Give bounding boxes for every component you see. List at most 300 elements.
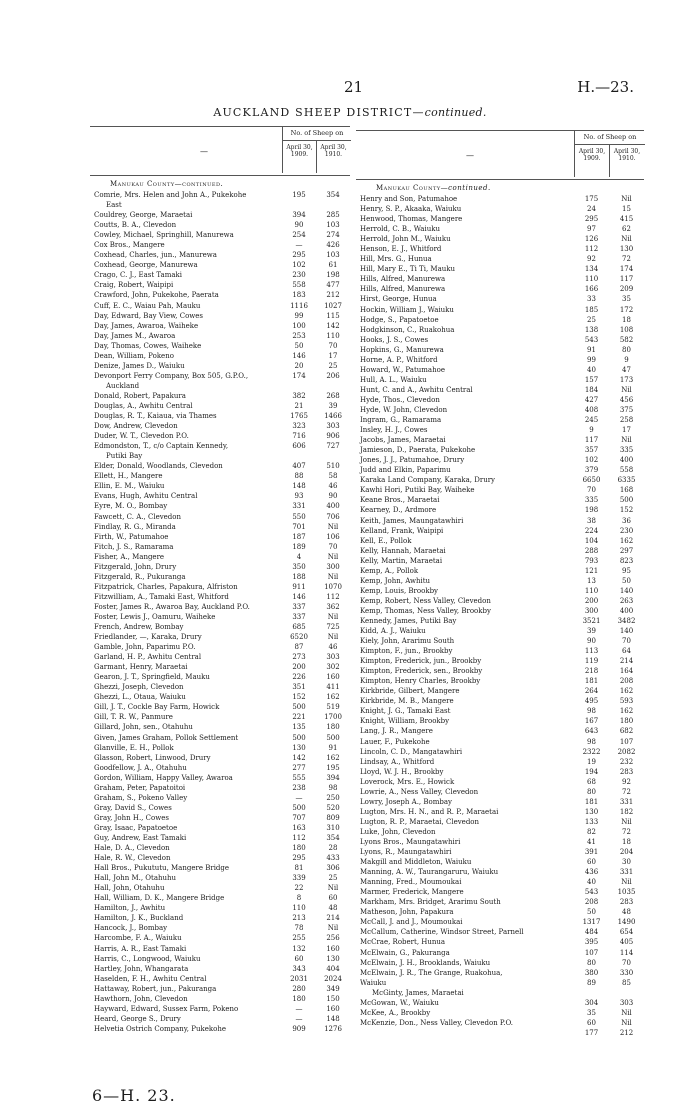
- sheep-1909: 500: [292, 703, 306, 712]
- table-row: [90, 853, 350, 863]
- owner-name: Henwood, Thomas, Mangere: [360, 215, 463, 224]
- sheep-1910: 1466: [324, 412, 342, 421]
- sheep-1909: 3521: [582, 616, 601, 625]
- right-table-header: [356, 130, 644, 180]
- table-row: [356, 495, 644, 505]
- sheep-1910: 182: [619, 807, 634, 816]
- table-row: [356, 325, 644, 335]
- table-row: [90, 311, 350, 321]
- table-row: [90, 501, 350, 511]
- owner-name: Hattaway, Robert, jun., Pakuranga: [94, 984, 217, 993]
- sheep-1910: 60: [328, 894, 338, 903]
- table-row: [356, 978, 644, 988]
- sheep-1910: 130: [326, 954, 340, 963]
- sheep-1909: 50: [294, 341, 304, 350]
- header-1909: April 30, 1909.: [282, 141, 316, 173]
- sheep-count-header: No. of Sheep on: [282, 127, 351, 141]
- owner-name: Insley, H. J., Cowes: [360, 426, 428, 435]
- owner-name: Day, James M., Awaroa: [94, 331, 176, 340]
- table-row: [90, 270, 350, 280]
- owner-name: Auckland: [106, 381, 140, 390]
- owner-name: Gray, Isaac, Papatoetoe: [94, 823, 178, 832]
- sheep-1909: 68: [587, 777, 596, 786]
- table-row: [356, 284, 644, 294]
- owner-name: Hills, Alfred, Manurewa: [360, 285, 446, 294]
- sheep-1909: 60: [587, 858, 596, 867]
- table-row: [356, 646, 644, 656]
- sheep-1910: Nil: [621, 878, 632, 887]
- sheep-1909: 93: [294, 492, 304, 501]
- owner-name: Ellin, E. M., Waiuku: [94, 482, 165, 491]
- table-row: [90, 1014, 350, 1024]
- owner-name: Foster, Lewis J., Oamuru, Waiheke: [94, 612, 216, 621]
- table-row: [356, 857, 644, 867]
- sheep-1909: 130: [584, 807, 599, 816]
- owner-name: Graham, S., Pokeno Valley: [94, 793, 188, 802]
- sheep-1910: 162: [326, 753, 340, 762]
- table-row: [356, 1018, 644, 1028]
- owner-name: Knight, William, Brookby: [360, 717, 450, 726]
- owner-name: Lyons Bros., Maungatawhiri: [360, 838, 461, 846]
- sheep-1909: 500: [292, 733, 306, 742]
- sheep-1910: 1035: [617, 888, 636, 897]
- table-row: [90, 883, 350, 893]
- owner-name: Kelly, Martin, Maraetai: [360, 556, 443, 565]
- owner-name: Kimpton, Henry Charles, Brookby: [360, 677, 481, 686]
- owner-name: Gillard, John, sen., Otahuhu: [94, 723, 193, 732]
- table-row: [90, 974, 350, 984]
- sheep-1909: 81: [294, 864, 304, 873]
- table-row: [90, 542, 350, 552]
- sheep-1910: 95: [622, 566, 631, 575]
- table-row: [90, 522, 350, 532]
- table-row: [356, 254, 644, 264]
- sheep-1909: 97: [587, 225, 596, 234]
- table-row: [356, 375, 644, 385]
- sheep-1910: 70: [328, 341, 338, 350]
- sheep-1909: 238: [292, 783, 306, 792]
- table-row: [356, 194, 644, 204]
- table-row: [90, 783, 350, 793]
- sheep-1910: 500: [326, 733, 340, 742]
- sheep-1910: 400: [619, 456, 634, 465]
- owner-name: Evans, Hugh, Awhitu Central: [94, 492, 198, 501]
- sheep-1909: 226: [292, 673, 306, 682]
- sheep-1910: 303: [326, 422, 340, 431]
- sheep-1909: 350: [292, 562, 306, 571]
- table-row: [90, 371, 350, 381]
- sheep-1909: 80: [587, 787, 596, 796]
- sheep-1910: 35: [622, 295, 631, 304]
- owner-name: Lugton, Mrs. H. N., and R. P., Maraetai: [360, 807, 499, 816]
- sheep-1909: 909: [292, 1024, 306, 1033]
- table-row: [90, 512, 350, 522]
- sheep-1910: 173: [619, 375, 634, 384]
- sheep-1910: 477: [326, 281, 340, 290]
- table-row: [90, 250, 350, 260]
- sheep-1910: 411: [326, 683, 340, 692]
- sheep-1909: 427: [584, 395, 599, 404]
- sheep-1910: Nil: [621, 1008, 632, 1017]
- sheep-1909: 20: [294, 361, 304, 370]
- sheep-1910: 204: [619, 848, 634, 857]
- table-row: [90, 220, 350, 230]
- sheep-1909: [574, 988, 609, 998]
- owner-name: Karaka Land Company, Karaka, Drury: [360, 476, 495, 485]
- table-row: [90, 572, 350, 582]
- table-row: [90, 260, 350, 270]
- owner-name: [356, 1028, 574, 1038]
- table-row: [90, 632, 350, 642]
- owner-name: Garland, H. P., Awhitu Central: [94, 653, 202, 662]
- owner-name: Gordon, William, Happy Valley, Awaroa: [94, 773, 233, 782]
- sheep-1909: 224: [584, 526, 599, 535]
- sheep-1910: 30: [622, 858, 631, 867]
- owner-name: Kemp, Louis, Brookby: [360, 586, 439, 595]
- owner-name: Lindsay, A., Whitford: [360, 757, 435, 766]
- owner-name: Lauer, F., Pukekohe: [360, 737, 430, 746]
- sheep-1909: 9: [589, 426, 594, 435]
- sheep-1909: 183: [292, 291, 306, 300]
- table-row: [356, 455, 644, 465]
- table-row: [356, 747, 644, 757]
- table-row: [90, 994, 350, 1004]
- sheep-1909: 89: [587, 978, 596, 987]
- owner-name: Heard, George S., Drury: [94, 1014, 181, 1023]
- sheep-1909: 339: [292, 874, 306, 883]
- sheep-1910: [609, 988, 644, 998]
- table-row: [356, 787, 644, 797]
- sheep-1910: 62: [622, 225, 631, 234]
- sheep-1910: 654: [619, 928, 634, 937]
- sheep-1910: 230: [619, 526, 634, 535]
- sheep-1909: 152: [292, 693, 306, 702]
- owner-name: Fisher, A., Mangere: [94, 552, 165, 561]
- owner-name: Kiely, John, Ararimu South: [360, 637, 455, 646]
- sheep-1909: 230: [292, 271, 306, 280]
- sheep-1910: 142: [326, 321, 340, 330]
- sheep-1909: 180: [292, 994, 306, 1003]
- sheep-1910: 64: [622, 647, 631, 656]
- sheep-1910: 114: [619, 948, 634, 957]
- owner-name: Keith, James, Maungatawhiri: [360, 516, 464, 525]
- sheep-1910: 80: [622, 345, 631, 354]
- table-row: [356, 666, 644, 676]
- sheep-1910: 285: [326, 211, 340, 220]
- sheep-1910: 18: [622, 315, 631, 324]
- table-row: [356, 716, 644, 726]
- owner-name: French, Andrew, Bombay: [94, 623, 184, 632]
- owner-name: Fitzgerald, R., Pukuranga: [94, 572, 186, 581]
- sheep-1910: 162: [619, 536, 634, 545]
- sheep-1909: 379: [584, 466, 599, 475]
- table-row: [356, 676, 644, 686]
- table-row: [90, 321, 350, 331]
- sheep-1909: 1116: [290, 301, 308, 310]
- sheep-1910: 164: [619, 667, 634, 676]
- sheep-1910: 330: [619, 968, 634, 977]
- sheep-1909: 19: [587, 757, 596, 766]
- table-row: [356, 686, 644, 696]
- owner-name: Waiuku: [360, 978, 387, 987]
- sheep-1909: 38: [587, 516, 596, 525]
- sheep-1909: 407: [292, 462, 306, 471]
- table-row: [356, 777, 644, 787]
- sheep-1909: 1765: [290, 412, 308, 421]
- sheep-1910: 58: [328, 472, 338, 481]
- sheep-1909: 110: [584, 586, 599, 595]
- owner-name: Lugton, R. P., Maraetai, Clevedon: [360, 817, 480, 826]
- sheep-1910: 209: [619, 285, 634, 294]
- sheep-1909: 277: [292, 763, 306, 772]
- sheep-1910: 61: [328, 261, 338, 270]
- sheep-1910: 725: [326, 623, 340, 632]
- sheep-1910: 1490: [617, 918, 636, 927]
- table-row: [356, 305, 644, 315]
- sheep-1910: 394: [326, 773, 340, 782]
- table-row: [90, 602, 350, 612]
- table-row: [90, 471, 350, 481]
- owner-name: Douglas, R. T., Kaiaua, via Thames: [94, 412, 217, 421]
- owner-name: McCall, J. and J., Moumoukai: [360, 918, 463, 927]
- sheep-1910: 180: [619, 717, 634, 726]
- sheep-1910: 1027: [324, 301, 342, 310]
- sheep-1909: 701: [292, 522, 306, 531]
- table-row: [90, 763, 350, 773]
- table-row: [90, 411, 350, 421]
- table-row: [356, 435, 644, 445]
- owner-name: Hawthorn, John, Clevedon: [94, 994, 188, 1003]
- sheep-1910: 433: [326, 854, 340, 863]
- owner-name: Day, Edward, Bay View, Cowes: [94, 311, 204, 320]
- sheep-1910: [316, 200, 350, 210]
- page-footer: 6—H. 23.: [92, 1086, 176, 1105]
- owner-name: Elder, Donald, Woodlands, Clevedon: [94, 462, 223, 471]
- table-row: [356, 415, 644, 425]
- owner-name: Lang, J. R., Mangere: [360, 727, 433, 736]
- sheep-1910: Nil: [621, 195, 632, 203]
- sheep-1910: 354: [326, 834, 340, 842]
- sheep-1910: 47: [622, 365, 631, 374]
- sheep-1909: 200: [584, 596, 599, 605]
- owner-name: Kennedy, James, Putiki Bay: [360, 616, 457, 625]
- owner-name: Hodge, S., Papatoetoe: [360, 315, 439, 324]
- owner-name: Harris, C., Longwood, Waiuku: [94, 954, 201, 963]
- sheep-1909: 177: [584, 1028, 599, 1037]
- table-row: [356, 1028, 644, 1038]
- header-dash: —: [200, 147, 208, 156]
- sheep-1909: 13: [587, 576, 596, 585]
- sheep-1909: 174: [292, 371, 306, 380]
- table-row: [356, 546, 644, 556]
- sheep-1909: 436: [584, 868, 599, 877]
- table-row: [90, 833, 350, 843]
- owner-name: Harris, A. R., East Tamaki: [94, 944, 187, 953]
- sheep-1910: 400: [326, 502, 340, 511]
- owner-name: Hartley, John, Whangarata: [94, 964, 189, 973]
- page-reference: H.—23.: [577, 78, 634, 96]
- table-row: [90, 230, 350, 240]
- table-row: [90, 441, 350, 451]
- owner-name: Hirst, George, Hunua: [360, 295, 437, 304]
- table-row: [356, 244, 644, 254]
- sheep-1909: 80: [587, 958, 596, 967]
- owner-name: Helvetia Ostrich Company, Pukekohe: [94, 1024, 226, 1033]
- sheep-1909: 394: [292, 211, 306, 220]
- owner-name: Putiki Bay: [106, 452, 143, 461]
- sheep-1910: 28: [328, 844, 338, 853]
- sheep-1910: 362: [326, 602, 340, 611]
- sheep-1910: [316, 451, 350, 461]
- owner-name: Hunt, C. and A., Awhitu Central: [360, 385, 473, 394]
- table-row: [90, 923, 350, 933]
- table-row: [90, 451, 350, 461]
- sheep-1910: 256: [326, 934, 340, 943]
- sheep-1909: 2322: [582, 747, 601, 756]
- sheep-1910: 198: [326, 271, 340, 280]
- sheep-1909: 357: [584, 446, 599, 455]
- sheep-1910: 593: [619, 697, 634, 706]
- sheep-1909: 335: [584, 496, 599, 505]
- sheep-1909: 245: [584, 416, 599, 425]
- table-row: [356, 204, 644, 214]
- owner-name: McKee, A., Brookby: [360, 1008, 431, 1017]
- sheep-1909: 163: [292, 823, 306, 832]
- sheep-1910: 162: [619, 687, 634, 696]
- sheep-1909: 142: [292, 753, 306, 762]
- table-row: [90, 913, 350, 923]
- sheep-1910: 349: [326, 984, 340, 993]
- sheep-1910: 70: [622, 637, 631, 646]
- table-row: [90, 793, 350, 803]
- sheep-1910: 206: [326, 371, 340, 380]
- owner-name: Lloyd, W. J. H., Brookby: [360, 767, 444, 776]
- table-row: [90, 652, 350, 662]
- owner-name: Kimpton, F., jun., Brookby: [360, 647, 453, 656]
- sheep-1909: 793: [584, 556, 599, 565]
- table-row: [356, 586, 644, 596]
- district-name: AUCKLAND SHEEP DISTRICT—: [213, 106, 425, 119]
- table-row: [90, 843, 350, 853]
- table-row: [356, 596, 644, 606]
- table-row: [356, 445, 644, 455]
- sheep-1910: 214: [326, 914, 340, 923]
- table-row: [356, 576, 644, 586]
- owner-name: McElwain, J. R., The Grange, Ruakohua,: [360, 968, 503, 977]
- sheep-1909: 555: [292, 773, 306, 782]
- table-row: [90, 461, 350, 471]
- owner-name: Markham, Mrs. Bridget, Ararimu South: [360, 898, 501, 907]
- sheep-1910: 174: [619, 265, 634, 274]
- county-heading: [376, 184, 644, 192]
- owner-name: Coxhead, George, Manurewa: [94, 261, 198, 270]
- sheep-1910: Nil: [327, 924, 339, 933]
- owner-name: Edmondston, T., c/o Captain Kennedy,: [94, 442, 229, 451]
- table-row: [356, 234, 644, 244]
- table-row: [356, 827, 644, 837]
- sheep-1910: 500: [619, 496, 634, 505]
- owner-name: Hayward, Edward, Sussex Farm, Pokeno: [94, 1004, 239, 1013]
- sheep-1909: 87: [294, 643, 304, 652]
- owner-name: Hodgkinson, C., Ruakohua: [360, 325, 455, 334]
- owner-name: Hall, John M., Otahuhu: [94, 874, 177, 883]
- owner-name: Crawford, John, Pukekohe, Paerata: [94, 291, 219, 300]
- owner-name: Duder, W. T., Clevedon P.O.: [94, 432, 189, 441]
- owner-name: McGinty, James, Maraetai: [372, 988, 464, 997]
- owner-name: Crago, C. J., East Tamaki: [94, 271, 183, 280]
- sheep-1910: 72: [622, 787, 631, 796]
- table-row: [90, 712, 350, 722]
- sheep-1909: 550: [292, 512, 306, 521]
- table-row: [90, 190, 350, 200]
- sheep-1910: Nil: [327, 522, 339, 531]
- sheep-1909: 6650: [582, 476, 601, 485]
- sheep-1909: 337: [292, 602, 306, 611]
- sheep-1910: 103: [326, 251, 340, 260]
- page-number: 21: [344, 78, 364, 96]
- sheep-1910: 1276: [324, 1024, 342, 1033]
- table-row: [356, 365, 644, 375]
- sheep-1909: 92: [587, 255, 596, 264]
- sheep-1909: [282, 200, 316, 210]
- sheep-1910: 107: [619, 737, 634, 746]
- owner-name: Day, James, Awaroa, Waiheke: [94, 321, 199, 330]
- owner-name: Gray, John H., Cowes: [94, 813, 169, 822]
- table-row: [90, 280, 350, 290]
- sheep-1910: 426: [326, 241, 340, 250]
- owner-name: Goodfellow, J. A., Otahuhu: [94, 763, 187, 772]
- table-row: [356, 636, 644, 646]
- sheep-1910: 48: [622, 908, 631, 917]
- sheep-1909: 60: [294, 954, 304, 963]
- table-row: [90, 552, 350, 562]
- owner-name: Fitzwilliam, A., Tamaki East, Whitford: [94, 592, 229, 601]
- sheep-1909: 1317: [582, 918, 601, 927]
- sheep-1909: 50: [587, 908, 596, 917]
- table-row: [90, 592, 350, 602]
- table-row: [356, 526, 644, 536]
- sheep-1909: 117: [584, 436, 599, 445]
- sheep-1909: 112: [292, 834, 306, 842]
- sheep-1909: 180: [292, 844, 306, 853]
- table-row: [356, 264, 644, 274]
- owner-name: Hamilton, J. K., Buckland: [94, 914, 184, 923]
- sheep-1909: 8: [296, 894, 302, 903]
- sheep-1910: 148: [326, 1014, 340, 1023]
- table-row: [90, 933, 350, 943]
- sheep-1910: 274: [326, 231, 340, 240]
- sheep-1910: 180: [326, 723, 340, 732]
- sheep-1910: 152: [619, 506, 634, 515]
- district-title: [0, 106, 700, 119]
- sheep-1910: 303: [326, 653, 340, 662]
- sheep-1910: 25: [328, 874, 338, 883]
- sheep-1909: 90: [587, 637, 596, 646]
- sheep-1909: 70: [587, 486, 596, 495]
- table-row: [356, 706, 644, 716]
- sheep-1910: 115: [326, 311, 340, 320]
- sheep-1910: 415: [619, 215, 634, 224]
- owner-name: Luke, John, Clevedon: [360, 827, 436, 836]
- owner-name: Kawhi Hori, Putiki Bay, Waiheke: [360, 486, 475, 495]
- owner-name: Hills, Alfred, Manurewa: [360, 275, 446, 284]
- sheep-1909: 6520: [290, 633, 308, 642]
- owner-name: East: [106, 201, 122, 210]
- sheep-1909: 221: [292, 713, 306, 722]
- sheep-1909: 21: [294, 401, 304, 410]
- sheep-1910: 283: [619, 898, 634, 907]
- sheep-1910: 130: [619, 245, 634, 254]
